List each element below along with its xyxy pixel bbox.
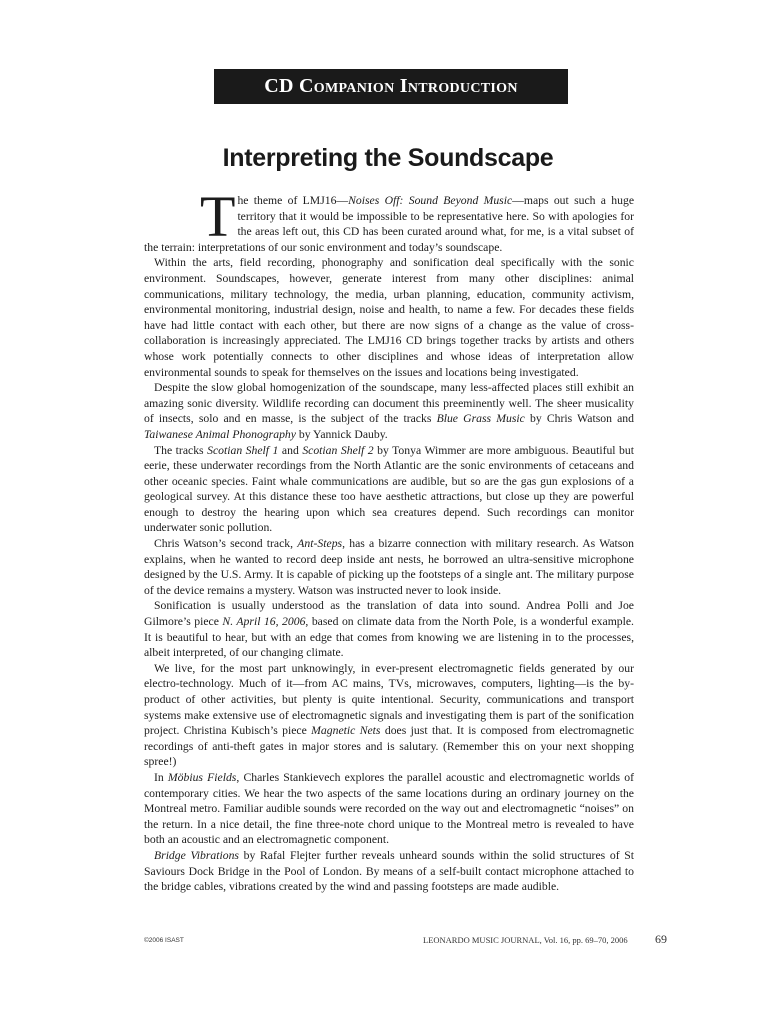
article-title: Interpreting the Soundscape xyxy=(222,144,554,172)
page-number: 69 xyxy=(655,932,667,946)
body-paragraph xyxy=(144,598,634,660)
article-body xyxy=(144,184,635,895)
drop-cap: T xyxy=(200,184,236,249)
text-run: does just that. It is composed from electromagnetic recordings of anti-theft gates in major stores and is salutary. (Remember this on your next shopping spree!) xyxy=(144,724,634,769)
body-paragraph xyxy=(144,255,634,380)
italic-title: Noises Off: Sound Beyond Music xyxy=(348,194,513,207)
text-run: , Charles Stankievech explores the parallel acoustic and electromagnetic worlds of contemporary cities. We hear the two aspects of the same locations during an ordinary journey on the Montreal metro. Familiar audible sounds were recorded on the way out and electromagnetic “noises” on the return. In a nice detail, the fine three-note chord unique to the Montreal metro is revealed to have both an acoustic and an electromagnetic component. xyxy=(144,770,634,847)
body-paragraph xyxy=(144,770,634,848)
italic-title: Taiwanese Animal Phonography xyxy=(144,427,296,441)
copyright-notice: ©2006 ISAST xyxy=(144,937,184,944)
text-run: by Rafal Flejter further reveals unheard sounds within the solid structures of St Saviours Dock Bridge in the Pool of London. By means of a self-built contact microphone attached to the bridge cables, vibrations created by the wind and passing footsteps are made audible. xyxy=(144,848,634,894)
italic-title: Magnetic Nets xyxy=(311,724,381,738)
section-banner: CD Companion Introduction xyxy=(214,69,568,104)
text-run: Sonification is usually understood as the translation of data into sound. Andrea Polli and Joe Gilmore’s piece xyxy=(144,599,634,629)
text-run: The tracks xyxy=(154,443,208,457)
text-run: he theme of LMJ16— xyxy=(237,194,349,207)
body-paragraph xyxy=(144,536,634,598)
text-run: by Tonya Wimmer are more ambiguous. Beautiful but eerie, these underwater recordings from the North Atlantic are the sonic environments of cetaceans and other oceanic species. Faint whale communications are audible, but so are the gas gun explosions of a geological survey. At this distance these too have aesthetic attractions, but close up they are powerful enough to destroy the hearing upon which sea creatures depend. Such recordings can monitor underwater sonic pollution. xyxy=(144,443,634,535)
journal-citation: LEONARDO MUSIC JOURNAL, Vol. 16, pp. 69–70, 2006 xyxy=(423,935,628,945)
text-run: by Yannick Dauby. xyxy=(295,427,388,441)
body-paragraph xyxy=(144,661,634,770)
text-run: —maps out such a huge territory that it would be impossible to be representative here. So with apologies for the areas left out, this CD has been curated around what, for me, is a vital subset of the terrain: interpretations of our sonic environment and today’s soundscape. xyxy=(144,194,635,254)
text-run: We live, for the most part unknowingly, in ever-present electromagnetic fields generated by our electro-technology. Much of it—from AC mains, TVs, microwaves, computers, lighting—is the by-product of other activities, but plenty is quite intentional. Security, communications and transport systems make extensive use of electromagnetic signals and investigating them is part of the sonification project. Christina Kubisch’s piece xyxy=(144,661,634,738)
italic-title: Blue Grass Music xyxy=(436,412,525,426)
text-run: In xyxy=(154,770,168,784)
italic-title: Möbius Fields xyxy=(167,770,237,784)
italic-title: Ant-Steps xyxy=(297,537,343,551)
text-run: Within the arts, field recording, phonography and sonification deal specifically with the sonic environment. Soundscapes, however, generate interest from many other disciplines: animal communications, military technology, the media, urban planning, education, community activism, environmental monitoring, industrial design, noise and health, to name a few. For decades these fields have had little contact with each other, but there are now signs of a change as the value of cross-collaboration is increasingly appreciated. The LMJ16 CD brings together tracks by artists and others whose work potentially connects to other disciplines and whose ideas of interpretation allow environmental sounds to speak for themselves on the issues and locations being investigated. xyxy=(144,256,634,379)
italic-title: N. April 16, 2006 xyxy=(222,615,306,629)
body-paragraph xyxy=(144,184,635,255)
italic-title: Scotian Shelf 2 xyxy=(302,443,374,457)
body-paragraph xyxy=(144,848,634,895)
text-run: , has a bizarre connection with military research. As Watson explains, when he wanted to record deep inside ant nests, he borrowed an ultra-sensitive microphone designed by the U.S. Army. It is capable of picking up the footsteps of a single ant. The military purpose of the device remains a mystery. Watson was instructed never to look inside. xyxy=(144,537,634,597)
text-run: and xyxy=(278,443,303,457)
body-paragraph xyxy=(144,380,634,442)
text-run: , based on climate data from the North Pole, is a wonderful example. It is beautiful to hear, but with an edge that comes from knowing we are listening in to the processes, albeit interpreted, of our changing climate. xyxy=(144,615,634,660)
italic-title: Bridge Vibrations xyxy=(154,848,239,862)
body-paragraph xyxy=(144,443,634,537)
italic-title: Scotian Shelf 1 xyxy=(207,443,279,457)
text-run: Despite the slow global homogenization of the soundscape, many less-affected places still exhibit an amazing sonic diversity. Wildlife recording can document this preeminently well. The sheer musicality of insects, solo and en masse, is the subject of the tracks xyxy=(144,381,634,426)
text-run: Chris Watson’s second track, xyxy=(154,537,298,551)
text-run: by Chris Watson and xyxy=(524,412,634,426)
